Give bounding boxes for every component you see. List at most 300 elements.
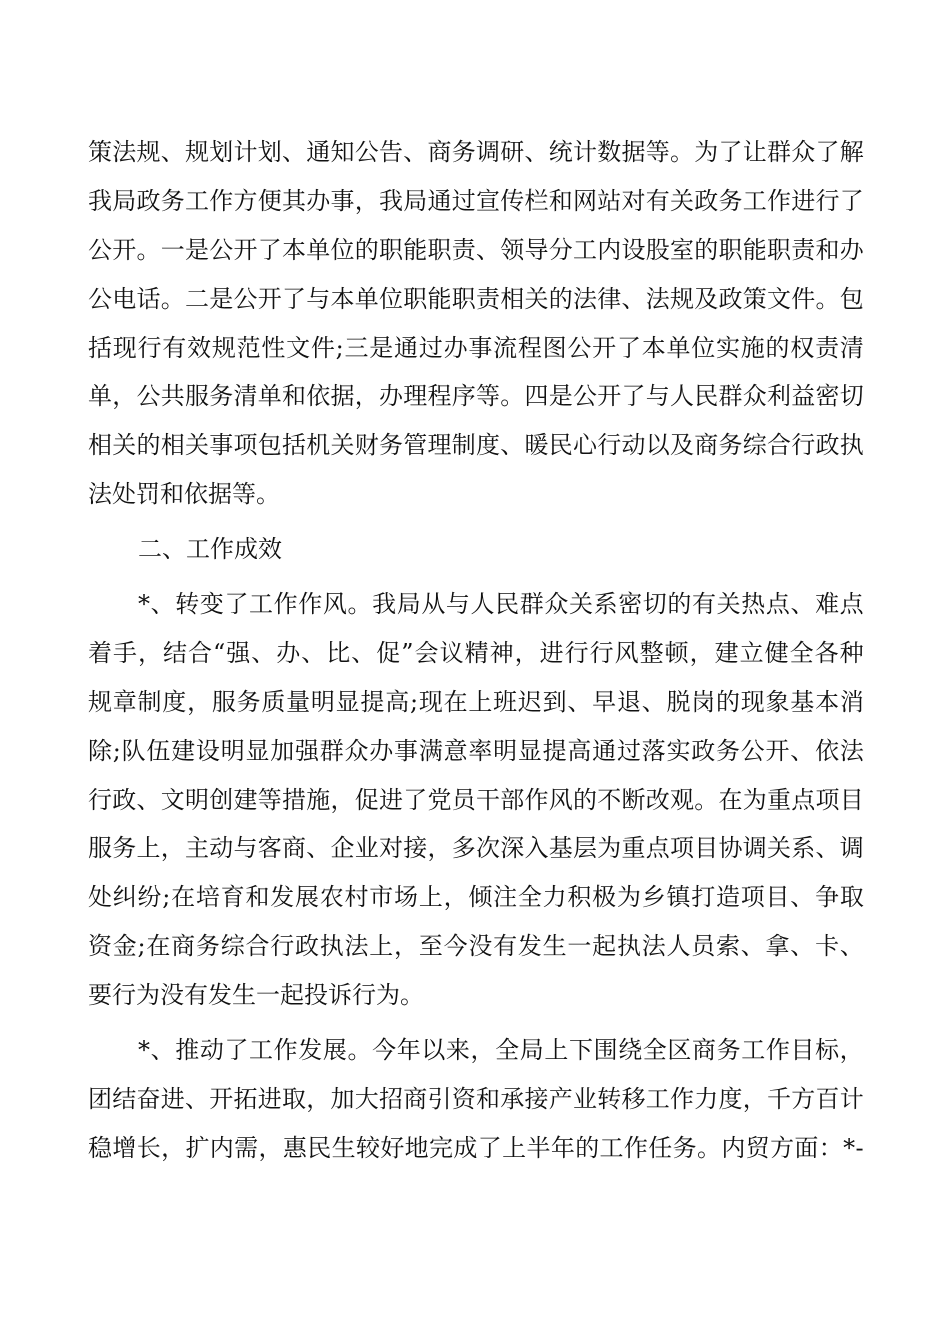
text-char: 工 xyxy=(573,235,597,264)
text-char: 高 xyxy=(385,687,410,716)
text-char: 区 xyxy=(667,1036,692,1065)
text-char: ; xyxy=(335,333,344,362)
text-line: 要行为没有发生一起投诉行为。 xyxy=(88,981,424,1010)
text-char: 起 xyxy=(592,932,617,961)
text-char: 局 xyxy=(396,590,421,619)
text-char: 明 xyxy=(220,736,245,765)
text-char: 众 xyxy=(791,138,816,166)
text-char: 为 xyxy=(597,834,622,863)
text-char: 目 xyxy=(839,785,864,814)
text-char: 、 xyxy=(282,138,306,166)
text-char: 暖 xyxy=(524,431,549,460)
text-char: 和 xyxy=(815,235,840,264)
text-char: 。 xyxy=(670,138,694,166)
text-char: 了 xyxy=(403,785,428,814)
text-char: 。 xyxy=(136,235,161,264)
text-char: 职 xyxy=(403,284,428,313)
text-char: 在 xyxy=(718,785,743,814)
text-char: 显 xyxy=(517,736,542,765)
text-char: 了 xyxy=(616,333,641,362)
text-char: 解 xyxy=(839,138,864,166)
text-char: 在 xyxy=(146,932,171,961)
text-char: 议 xyxy=(439,638,464,667)
text-char: 上 xyxy=(544,1036,569,1065)
text-char: 本 xyxy=(330,284,355,313)
text-line xyxy=(88,275,864,324)
text-char: 管 xyxy=(403,431,428,460)
text-char: 行 xyxy=(597,431,622,460)
text-char: 系 xyxy=(593,590,618,619)
text-char: 发 xyxy=(298,1036,323,1065)
text-char: 满 xyxy=(418,736,443,765)
text-char: 二 xyxy=(185,284,209,313)
text-char: 程 xyxy=(517,333,542,362)
text-char: 打 xyxy=(691,883,716,912)
text-char: 提 xyxy=(360,687,385,716)
text-char: 。 xyxy=(696,1133,721,1162)
text-char: 项 xyxy=(815,785,840,814)
text-char: 、 xyxy=(740,932,765,961)
text-char: 行 xyxy=(589,638,614,667)
text-char: 生 xyxy=(331,1133,356,1162)
text-char: 作 xyxy=(209,186,234,215)
text-char: 切 xyxy=(642,590,667,619)
text-char: 依 xyxy=(306,382,331,411)
text-char: 行 xyxy=(815,186,840,215)
text-char: 法 xyxy=(645,284,670,313)
text-char: 群 xyxy=(767,138,791,166)
text-char: 开 xyxy=(592,333,617,362)
text-char: 据 xyxy=(330,382,355,411)
text-char: 益 xyxy=(791,382,816,411)
text-char: 是 xyxy=(209,284,234,313)
text-char: 质 xyxy=(261,687,286,716)
text-line xyxy=(88,776,864,825)
text-char: 员 xyxy=(451,785,476,814)
text-char: 群 xyxy=(718,382,743,411)
text-char: 综 xyxy=(220,932,245,961)
text-char: 心 xyxy=(573,431,597,460)
text-char: 依 xyxy=(815,736,840,765)
text-char: 我 xyxy=(372,590,397,619)
text-char: 。 xyxy=(160,284,185,313)
text-char: 的 xyxy=(548,284,573,313)
text-char: 点 xyxy=(839,590,864,619)
text-char: 合 xyxy=(188,638,212,667)
text-char: 人 xyxy=(670,382,694,411)
text-char: 建 xyxy=(714,638,739,667)
text-char: 公 xyxy=(573,382,597,411)
text-char: ， xyxy=(161,1133,186,1162)
text-char: 在 xyxy=(171,883,196,912)
text-char: 法 xyxy=(839,736,864,765)
text-char: 理 xyxy=(403,382,428,411)
text-char: 我 xyxy=(88,186,112,215)
text-char: 基 xyxy=(548,834,573,863)
text-char: 及 xyxy=(694,284,719,313)
text-char: 上 xyxy=(136,834,161,863)
text-char: 。 xyxy=(500,382,525,411)
text-char: 为 xyxy=(742,785,767,814)
text-char: 计 xyxy=(839,1084,864,1113)
text-char: 政 xyxy=(112,785,137,814)
text-char: 开 xyxy=(233,235,258,264)
text-char: 件 xyxy=(310,333,335,362)
text-char: 施 xyxy=(306,785,331,814)
text-char: ， xyxy=(470,1036,495,1065)
text-char: 务 xyxy=(209,382,234,411)
text-char: 过 xyxy=(418,333,443,362)
text-char: 。 xyxy=(347,590,372,619)
text-char: 本 xyxy=(641,333,666,362)
text-char: 权 xyxy=(790,333,815,362)
text-char: 生 xyxy=(542,932,567,961)
text-char: 实 xyxy=(666,736,691,765)
text-char: 方 xyxy=(233,186,258,215)
text-char: 提 xyxy=(542,736,567,765)
text-char: 为 xyxy=(694,138,719,166)
text-char: 进 xyxy=(379,785,403,814)
text-char: 作 xyxy=(524,785,549,814)
text-char: 入 xyxy=(524,834,549,863)
text-char: 政 xyxy=(691,736,716,765)
text-char: 利 xyxy=(767,382,791,411)
text-char: ， xyxy=(112,382,137,411)
text-char: 拓 xyxy=(233,1084,258,1113)
text-char: 纠 xyxy=(112,883,137,912)
text-char: 增 xyxy=(112,1133,137,1162)
text-char: 、 xyxy=(150,590,175,619)
text-char: 处 xyxy=(88,883,112,912)
text-char: ， xyxy=(354,382,379,411)
text-char: 点 xyxy=(765,590,790,619)
text-char: 有 xyxy=(493,932,518,961)
text-char: 开 xyxy=(209,1084,234,1113)
text-line xyxy=(88,421,864,470)
text-char: 研 xyxy=(500,138,525,166)
text-char: 、 xyxy=(136,785,161,814)
text-char: 难 xyxy=(815,590,840,619)
text-char: 以 xyxy=(645,431,670,460)
text-char: 关 xyxy=(185,431,209,460)
text-char: 是 xyxy=(369,333,394,362)
text-char: 目 xyxy=(765,883,790,912)
text-line xyxy=(88,580,864,629)
text-char: 显 xyxy=(245,736,270,765)
text-char: 消 xyxy=(839,687,864,716)
text-char: 种 xyxy=(839,638,864,667)
text-char: 理 xyxy=(427,431,452,460)
text-char: 接 xyxy=(403,834,428,863)
text-char: 引 xyxy=(427,1084,452,1113)
text-char: 基 xyxy=(790,687,815,716)
text-char: 务 xyxy=(716,736,740,765)
text-char: 规 xyxy=(88,687,112,716)
text-char: 知 xyxy=(330,138,355,166)
text-line xyxy=(88,372,864,421)
text-char: - xyxy=(855,1133,864,1162)
text-char: 风 xyxy=(548,785,573,814)
text-line xyxy=(88,629,864,678)
text-char: 相 xyxy=(160,431,185,460)
text-char: 承 xyxy=(500,1084,525,1113)
text-char: 是 xyxy=(185,235,209,264)
text-char: 发 xyxy=(517,932,542,961)
text-char: 结 xyxy=(112,1084,137,1113)
text-char: 与 xyxy=(445,590,470,619)
text-char: 场 xyxy=(394,883,419,912)
text-char: 局 xyxy=(403,186,428,215)
text-char: 任 xyxy=(648,1133,673,1162)
text-char: 农 xyxy=(319,883,344,912)
text-char: 深 xyxy=(500,834,525,863)
text-char: 统 xyxy=(548,138,573,166)
text-char: 我 xyxy=(379,186,403,215)
text-char: ” xyxy=(401,638,414,667)
text-char: 各 xyxy=(814,638,839,667)
text-char: 党 xyxy=(427,785,452,814)
text-char: 造 xyxy=(716,883,740,912)
text-char: 务 xyxy=(718,186,743,215)
text-char: 能 xyxy=(403,235,428,264)
text-char: 务 xyxy=(379,431,403,460)
text-char: 商 xyxy=(427,138,452,166)
text-char: 策 xyxy=(88,138,112,166)
text-char: 范 xyxy=(236,333,261,362)
text-char: 设 xyxy=(621,235,646,264)
text-char: 有 xyxy=(645,186,670,215)
text-char: 部 xyxy=(500,785,525,814)
text-char: 网 xyxy=(573,186,597,215)
text-char: 力 xyxy=(694,1084,719,1113)
text-char: 行 xyxy=(564,638,589,667)
text-char: 密 xyxy=(618,590,643,619)
text-char: 奋 xyxy=(136,1084,161,1113)
text-char: 退 xyxy=(616,687,641,716)
text-char: 、 xyxy=(160,138,185,166)
text-char: 重 xyxy=(767,785,791,814)
text-char: 客 xyxy=(257,834,282,863)
text-char: 象 xyxy=(765,687,790,716)
text-char: 综 xyxy=(742,431,767,460)
text-char: 法 xyxy=(573,284,597,313)
text-char: 公 xyxy=(88,235,112,264)
text-char: 、 xyxy=(251,638,276,667)
text-char: 公 xyxy=(233,284,258,313)
text-char: 了 xyxy=(621,382,646,411)
text-char: 导 xyxy=(524,235,549,264)
text-char: 责 xyxy=(815,333,840,362)
text-char: ; xyxy=(162,883,171,912)
text-char: 人 xyxy=(666,932,691,961)
text-char: 内 xyxy=(597,235,622,264)
text-char: ; xyxy=(112,736,121,765)
text-char: 关 xyxy=(568,590,593,619)
text-char: 迟 xyxy=(517,687,542,716)
text-char: 精 xyxy=(464,638,489,667)
text-char: 办 xyxy=(839,235,864,264)
text-char: 、 xyxy=(500,431,525,460)
text-char: 文 xyxy=(767,284,791,313)
text-char: 、 xyxy=(790,932,815,961)
paragraph-work-style xyxy=(88,580,864,1020)
text-char: 全 xyxy=(789,638,814,667)
text-char: 位 xyxy=(691,333,716,362)
text-char: 程 xyxy=(427,382,452,411)
text-char: * xyxy=(138,590,150,619)
text-char: 作 xyxy=(670,1084,694,1113)
text-char: 了 xyxy=(257,235,282,264)
text-char: 率 xyxy=(468,736,493,765)
text-char: 室 xyxy=(670,235,694,264)
text-char: 标 xyxy=(815,1036,840,1065)
text-char: 量 xyxy=(286,687,311,716)
text-char: 工 xyxy=(741,1036,766,1065)
text-char: 比 xyxy=(326,638,351,667)
text-char: 通 xyxy=(592,736,617,765)
text-char: 团 xyxy=(88,1084,112,1113)
text-char: 切 xyxy=(839,382,864,411)
text-char: 办 xyxy=(276,638,301,667)
text-char: 事 xyxy=(468,333,493,362)
text-char: 手 xyxy=(113,638,137,667)
text-char: 了 xyxy=(718,138,743,166)
text-char: 显 xyxy=(335,687,360,716)
text-char: 变 xyxy=(199,590,224,619)
text-char: 上 xyxy=(468,687,493,716)
text-char: 工 xyxy=(249,590,274,619)
text-char: 发 xyxy=(270,883,295,912)
text-char: 落 xyxy=(641,736,666,765)
text-char: 。 xyxy=(694,785,719,814)
text-char: 市 xyxy=(369,883,394,912)
text-char: 政 xyxy=(815,431,840,460)
text-char: 队 xyxy=(121,736,146,765)
text-char: * xyxy=(138,1036,150,1065)
text-char: 施 xyxy=(740,333,765,362)
text-char: ， xyxy=(354,186,379,215)
text-char: 扩 xyxy=(185,1133,210,1162)
text-char: 群 xyxy=(319,736,344,765)
text-char: 、 xyxy=(790,590,815,619)
text-char: 措 xyxy=(282,785,306,814)
text-char: 工 xyxy=(185,186,209,215)
text-char: 进 xyxy=(791,186,816,215)
text-char: 明 xyxy=(493,736,518,765)
text-char: 务 xyxy=(718,431,743,460)
text-line xyxy=(88,1124,864,1173)
text-char: 在 xyxy=(443,687,468,716)
text-char: 度 xyxy=(718,1084,743,1113)
text-char: 关 xyxy=(767,834,791,863)
text-char: 调 xyxy=(476,138,500,166)
text-char: 关 xyxy=(670,186,694,215)
text-char: 事 xyxy=(330,186,355,215)
text-char: 办 xyxy=(379,382,403,411)
text-line xyxy=(88,824,864,873)
text-char: 职 xyxy=(451,284,476,313)
text-char: 站 xyxy=(597,186,622,215)
text-char: 对 xyxy=(621,186,646,215)
text-char: 完 xyxy=(429,1133,454,1162)
text-char: ， xyxy=(160,834,185,863)
text-char: 法 xyxy=(641,932,666,961)
text-char: 千 xyxy=(767,1084,791,1113)
text-char: 公 xyxy=(136,382,161,411)
text-char: 规 xyxy=(136,138,161,166)
text-char: 办 xyxy=(369,736,394,765)
text-char: 通 xyxy=(306,138,331,166)
text-char: 开 xyxy=(112,235,137,264)
text-char: 责 xyxy=(451,235,476,264)
text-char: 划 xyxy=(257,138,282,166)
text-char: 务 xyxy=(160,186,185,215)
text-char: 度 xyxy=(476,431,500,460)
text-char: 本 xyxy=(815,687,840,716)
text-char: 传 xyxy=(500,186,525,215)
text-char: 拿 xyxy=(765,932,790,961)
text-char: 规 xyxy=(185,138,209,166)
text-char: 现 xyxy=(112,333,137,362)
text-char: 干 xyxy=(476,785,500,814)
text-char: ， xyxy=(839,1036,864,1065)
text-char: 的 xyxy=(765,333,790,362)
text-char: 稳 xyxy=(88,1133,112,1162)
text-char: 着 xyxy=(88,638,112,667)
text-char: 、 xyxy=(306,834,331,863)
text-char: 注 xyxy=(493,883,518,912)
text-char: 大 xyxy=(354,1084,379,1113)
text-char: 一 xyxy=(567,932,592,961)
text-char: 内 xyxy=(721,1133,746,1162)
text-char: 全 xyxy=(495,1036,520,1065)
text-char: 的 xyxy=(354,235,379,264)
text-char: 关 xyxy=(716,590,741,619)
text-char: 能 xyxy=(427,284,452,313)
text-char: 政 xyxy=(294,932,319,961)
text-char: * xyxy=(843,1133,856,1162)
text-char: 事 xyxy=(209,431,234,460)
text-char: 移 xyxy=(621,1084,646,1113)
text-char: 促 xyxy=(354,785,379,814)
text-char: 培 xyxy=(195,883,220,912)
text-char: 务 xyxy=(112,834,137,863)
text-char: 除 xyxy=(88,736,112,765)
text-char: 实 xyxy=(716,333,740,362)
text-char: 产 xyxy=(548,1084,573,1113)
text-char: 强 xyxy=(294,736,319,765)
text-char: 众 xyxy=(742,382,767,411)
text-char: 内 xyxy=(209,1133,234,1162)
text-char: 制 xyxy=(137,687,162,716)
text-char: 全 xyxy=(517,883,542,912)
text-char: 高 xyxy=(567,736,592,765)
text-char: 展 xyxy=(322,1036,347,1065)
text-char: 局 xyxy=(112,186,137,215)
text-char: 改 xyxy=(645,785,670,814)
text-char: 单 xyxy=(88,382,112,411)
text-char: 风 xyxy=(322,590,347,619)
text-char: ， xyxy=(443,883,468,912)
text-char: 上 xyxy=(369,932,394,961)
text-char: 密 xyxy=(815,382,840,411)
text-char: 业 xyxy=(354,834,379,863)
text-char: 企 xyxy=(330,834,355,863)
text-char: 村 xyxy=(344,883,369,912)
text-char: 意 xyxy=(443,736,468,765)
text-char: 系 xyxy=(791,834,816,863)
text-line xyxy=(88,128,864,177)
